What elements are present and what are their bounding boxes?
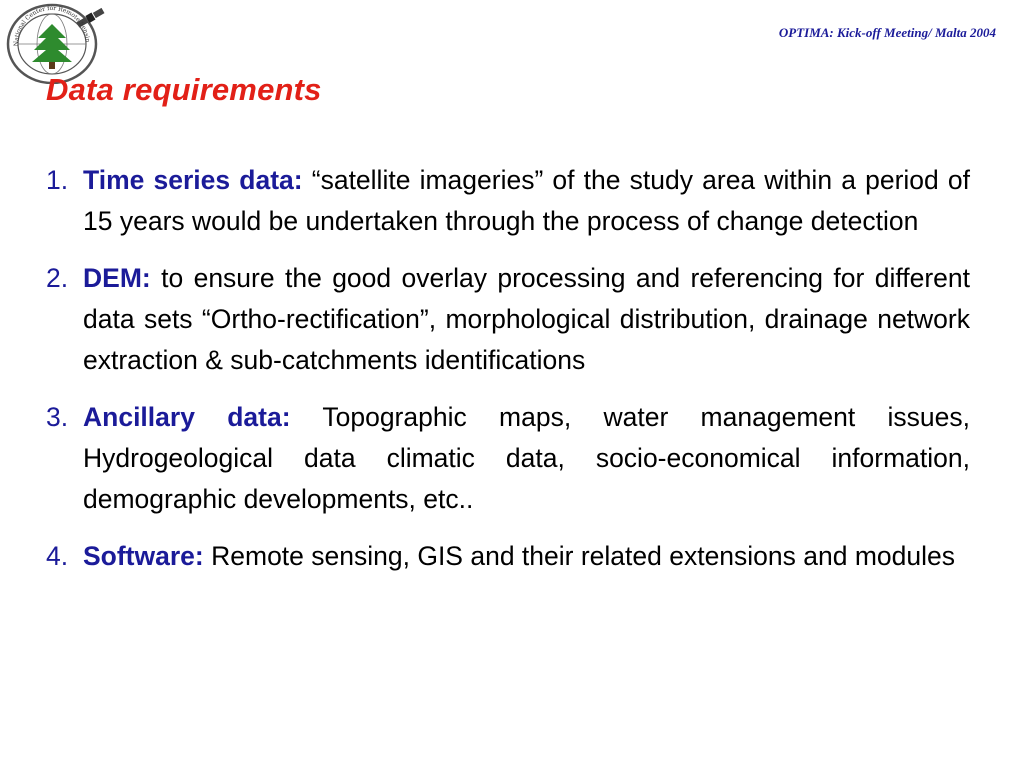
item-number: 2.	[46, 263, 69, 293]
logo-caption: National Center for Remote Sensin	[12, 4, 91, 47]
item-text: Remote sensing, GIS and their related extensions and modules	[203, 541, 956, 571]
item-heading: Ancillary data:	[83, 402, 291, 432]
slide-title: Data requirements	[46, 72, 322, 107]
list-item	[46, 160, 970, 242]
item-number: 4.	[46, 541, 69, 571]
item-text: to ensure the good overlay processing and referencing for different data sets “Ortho-rectification”, morphological distribution, drainage network extraction & sub-catchments identifications	[83, 263, 970, 375]
item-text: Topographic maps, water management issues, Hydrogeological data climatic data, socio-economical information, demographic developments, etc..	[83, 402, 970, 514]
requirements-list	[46, 160, 970, 593]
list-item	[46, 397, 970, 520]
meeting-header: OPTIMA: Kick-off Meeting/ Malta 2004	[778, 25, 996, 40]
item-heading: Software:	[83, 541, 204, 571]
item-heading: Time series data:	[83, 165, 303, 195]
item-number: 1.	[46, 165, 69, 195]
item-text: “satellite imageries” of the study area within a period of 15 years would be undertaken through the process of change detection	[83, 165, 970, 236]
item-heading: DEM:	[83, 263, 151, 293]
item-number: 3.	[46, 402, 69, 432]
list-item	[46, 536, 970, 577]
list-item	[46, 258, 970, 381]
